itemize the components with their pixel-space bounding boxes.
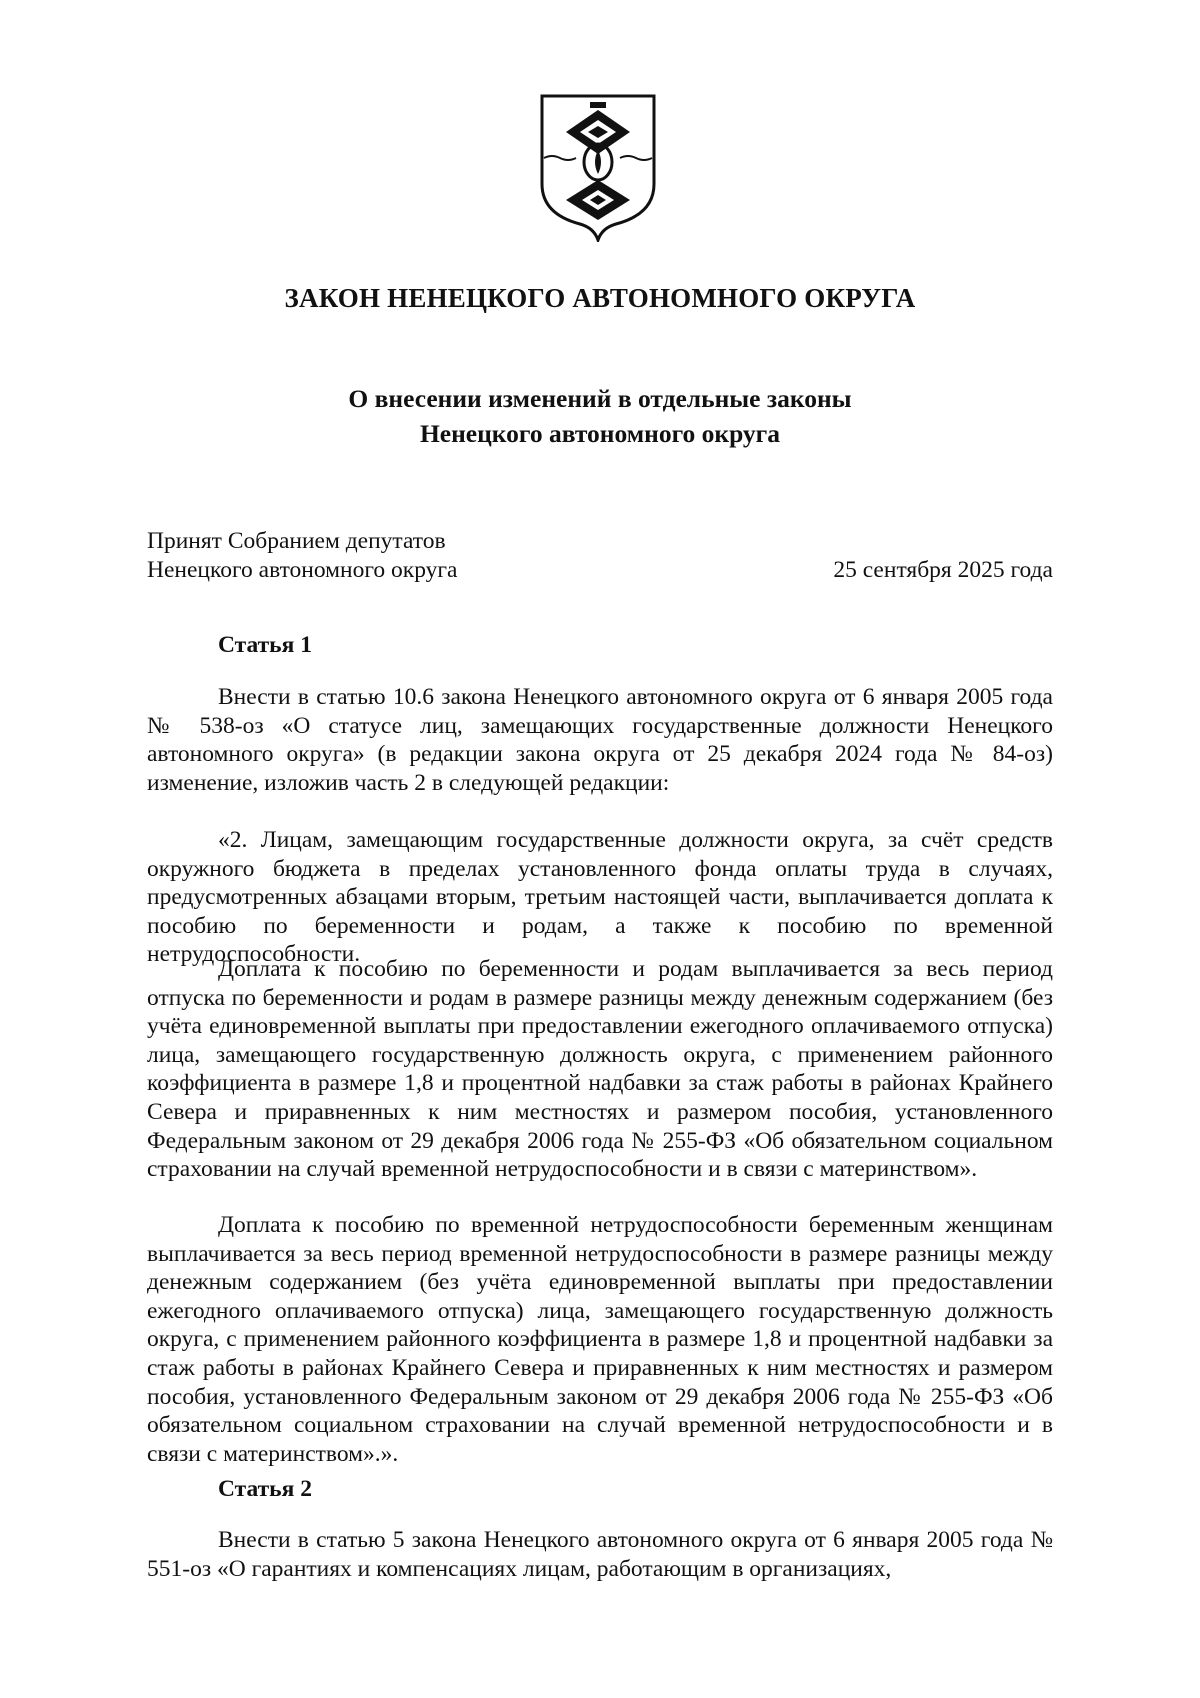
adoption-statement — [147, 527, 457, 585]
subtitle-line-2: Ненецкого автономного округа — [419, 419, 781, 448]
coat-of-arms-icon — [538, 92, 658, 242]
law-title: ЗАКОН НЕНЕЦКОГО АВТОНОМНОГО ОКРУГА — [284, 283, 916, 313]
adoption-line-2: Ненецкого автономного округа — [147, 557, 458, 583]
article-1-paragraph-1: Внести в статью 10.6 закона Ненецкого автономного округа от 6 января 2005 года № 538-оз «О статусе лиц, замещающих государственные должности Ненецкого автономного округа» (в редакции закона округа от 25 декабря 2024 года № 84-оз) изменение, изложив часть 2 в следующей редакции: — [147, 684, 1053, 796]
article-2-heading: Статья 2 — [218, 1476, 312, 1502]
adoption-line-1: Принят Собранием депутатов — [147, 528, 446, 554]
article-2-paragraph-1: Внести в статью 5 закона Ненецкого автономного округа от 6 января 2005 года № 551-оз «О гарантиях и компенсациях лицам, работающим в организациях, — [147, 1527, 1053, 1582]
article-1-heading: Статья 1 — [218, 632, 312, 658]
subtitle-line-1: О внесении изменений в отдельные законы — [348, 384, 852, 413]
article-1-paragraph-3: Доплата к пособию по беременности и родам выплачивается за весь период отпуска по беременности и родам в размере разницы между денежным содержанием (без учёта единовременной выплаты при предоставлении ежегодного оплачиваемого отпуска) лица, замещающего государственную должность округа, с применением районного коэффициента в размере 1,8 и процентной надбавки за стаж работы в районах Крайнего Севера и приравненных к ним местностях и размером пособия, установленного Федеральным законом от 29 декабря 2006 года № 255-ФЗ «Об обязательном социальном страховании на случай временной нетрудоспособности и в связи с материнством». — [147, 956, 1053, 1183]
law-subtitle — [0, 381, 1200, 451]
article-1-paragraph-4: Доплата к пособию по временной нетрудоспособности беременным женщинам выплачивается за весь период временной нетрудоспособности в размере разницы между денежным содержанием (без учёта единовременной выплаты при предоставлении ежегодного оплачиваемого отпуска) лица, замещающего государственную должность округа, с применением районного коэффициента в размере 1,8 и процентной надбавки за стаж работы в районах Крайнего Севера и приравненных к ним местностях и размером пособия, установленного Федеральным законом от 29 декабря 2006 года № 255-ФЗ «Об обязательном социальном страховании на случай временной нетрудоспособности и в связи с материнством».». — [147, 1212, 1053, 1467]
article-1-paragraph-2: «2. Лицам, замещающим государственные должности округа, за счёт средств окружного бюджета в пределах установленного фонда оплаты труда в случаях, предусмотренных абзацами вторым, третьим настоящей части, выплачивается доплата к пособию по беременности и родам, а также к пособию по временной нетрудоспособности. — [147, 827, 1053, 968]
adoption-date: 25 сентября 2025 года — [833, 557, 1053, 583]
